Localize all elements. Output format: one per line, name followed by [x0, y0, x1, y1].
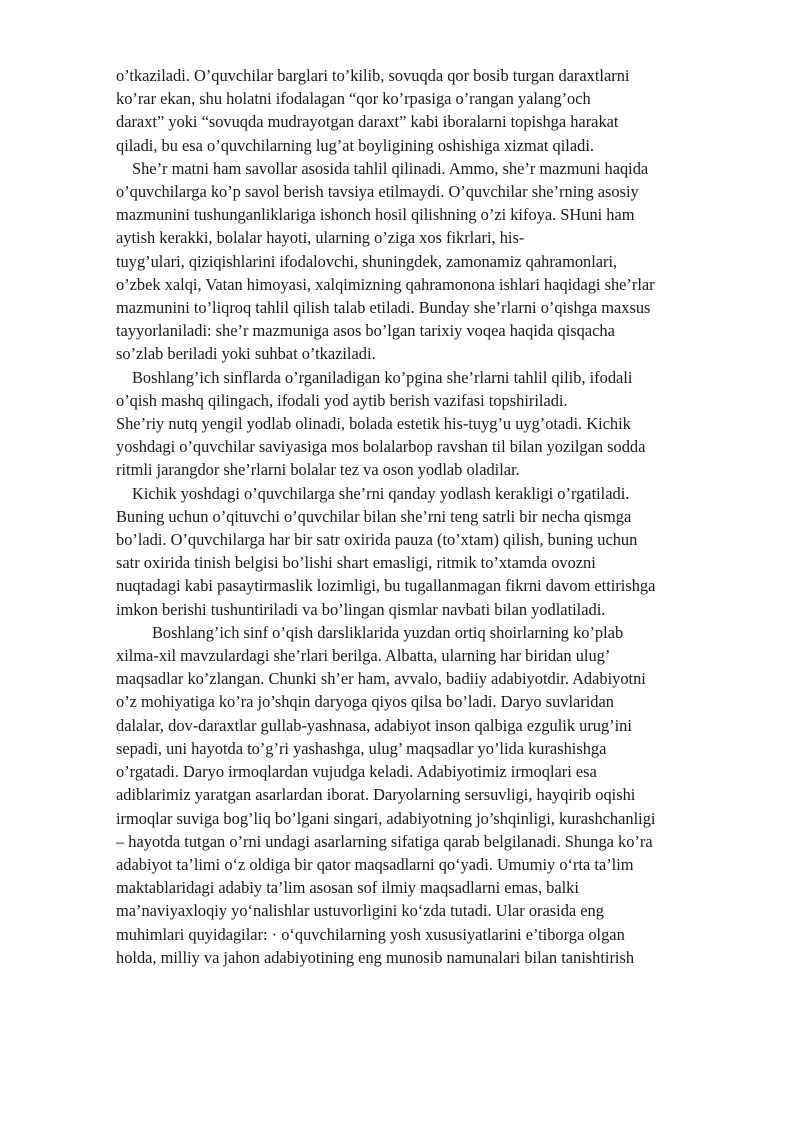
text-line: Buning uchun o’qituvchi o’quvchilar bilan she’rni teng satrli bir necha qismga	[116, 506, 632, 526]
text-line: holda, milliy va jahon adabiyotining eng munosib namunalari bilan tanishtirish	[116, 947, 635, 967]
text-line: mazmunini tushunganliklariga ishonch hosil qilishning o’zi kifoya. SHuni ham	[116, 205, 635, 225]
text-line: maktablaridagi adabiy ta’lim asosan sof ilmiy maqsadlarni emas, balki	[116, 878, 579, 898]
text-line: adiblarimiz yaratgan asarlardan iborat. Daryolarning sersuvligi, hayqirib oqishi	[116, 785, 636, 805]
text-line: satr oxirida tinish belgisi bo’lishi shart emasligi, ritmik to’xtamda ovozni	[116, 553, 596, 573]
text-line: o’rgatadi. Daryo irmoqlardan vujudga keladi. Adabiyotimiz irmoqlari esa	[116, 762, 597, 782]
text-line: maqsadlar ko’zlangan. Chunki sh’er ham, avvalo, badiiy adabiyotdir. Adabiyotni	[116, 669, 646, 689]
text-line: Boshlang’ich sinf o’qish darsliklarida yuzdan ortiq shoirlarning ko’plab	[152, 622, 624, 642]
text-line: bo’ladi. O’quvchilarga har bir satr oxirida pauza (to’xtam) qilish, buning uchun	[116, 530, 638, 550]
text-line: mazmunini to’liqroq tahlil qilish talab etiladi. Bunday she’rlarni o’qishga maxsus	[116, 298, 651, 318]
text-line: o’zbek xalqi, Vatan himoyasi, xalqimizning qahramonona ishlari haqidagi she’rlar	[116, 274, 655, 294]
text-line: adabiyot ta’limi oʻz oldiga bir qator maqsadlarni qoʻyadi. Umumiy oʻrta ta’lim	[116, 854, 634, 874]
text-line: Boshlang’ich sinflarda o’rganiladigan ko’pgina she’rlarni tahlil qilib, ifodali	[132, 367, 633, 387]
text-line: irmoqlar suviga bog’liq bo’lgani singari, adabiyotning jo’shqinligi, kurashchanligi	[116, 808, 656, 828]
text-line: so’zlab beriladi yoki suhbat o’tkaziladi.	[116, 344, 376, 364]
text-line: imkon berishi tushuntiriladi va bo’lingan qismlar navbati bilan yodlatiladi.	[116, 599, 606, 619]
body-text	[116, 64, 736, 969]
text-line: muhimlari quyidagilar: · oʻquvchilarning yosh xususiyatlarini e’tiborga olgan	[116, 924, 625, 944]
text-line: tuyg’ulari, qiziqishlarini ifodalovchi, shuningdek, zamonamiz qahramonlari,	[116, 251, 618, 271]
text-line: sepadi, uni hayotda to’g’ri yashashga, ulug’ maqsadlar yo’lida kurashishga	[116, 738, 607, 758]
text-line: o’quvchilarga ko’p savol berish tavsiya etilmaydi. O’quvchilar she’rning asosiy	[116, 182, 639, 202]
text-line: ritmli jarangdor she’rlarni bolalar tez va oson yodlab oladilar.	[116, 460, 520, 480]
text-line: tayyorlaniladi: she’r mazmuniga asos bo’lgan tarixiy voqea haqida qisqacha	[116, 321, 615, 341]
text-line: She’r matni ham savollar asosida tahlil qilinadi. Ammo, she’r mazmuni haqida	[132, 158, 649, 178]
text-line: o’tkaziladi. O’quvchilar barglari to’kilib, sovuqda qor bosib turgan daraxtlarni	[116, 66, 630, 85]
text-line: aytish kerakki, bolalar hayoti, ularning o’ziga xos fikrlari, his-	[116, 228, 525, 248]
text-line: daraxt” yoki “sovuqda mudrayotgan daraxt” kabi iboralarni topishga harakat	[116, 112, 619, 132]
text-line: ko’rar ekan, shu holatni ifodalagan “qor ko’rpasiga o’rangan yalang’och	[116, 89, 591, 109]
text-line: She’riy nutq yengil yodlab olinadi, bolada estetik his-tuyg’u uyg’otadi. Kichik	[116, 414, 631, 434]
text-line: dalalar, dov-daraxtlar gullab-yashnasa, adabiyot inson qalbiga ezgulik urug’ini	[116, 715, 632, 735]
text-line: qiladi, bu esa o’quvchilarning lug’at boyligining oshishiga xizmat qiladi.	[116, 135, 594, 155]
text-line: o’qish mashq qilingach, ifodali yod aytib berish vazifasi topshiriladi.	[116, 390, 568, 410]
text-line: – hayotda tutgan o’rni undagi asarlarning sifatiga qarab belgilanadi. Shunga ko’ra	[116, 831, 653, 851]
text-line: xilma-xil mavzulardagi she’rlari berilga. Albatta, ularning har biridan ulug’	[116, 646, 611, 666]
text-line: ma’naviyaxloqiy yoʻnalishlar ustuvorligini koʻzda tutadi. Ular orasida eng	[116, 901, 604, 921]
text-line: yoshdagi o’quvchilar saviyasiga mos bolalarbop ravshan til bilan yozilgan sodda	[116, 437, 646, 457]
text-line: o’z mohiyatiga ko’ra jo’shqin daryoga qiyos qilsa bo’ladi. Daryo suvlaridan	[116, 692, 614, 712]
text-line: nuqtadagi kabi pasaytirmaslik lozimligi, bu tugallanmagan fikrni davom ettirishga	[116, 576, 656, 596]
text-line: Kichik yoshdagi o’quvchilarga she’rni qanday yodlash kerakligi o’rgatiladi.	[132, 483, 630, 503]
